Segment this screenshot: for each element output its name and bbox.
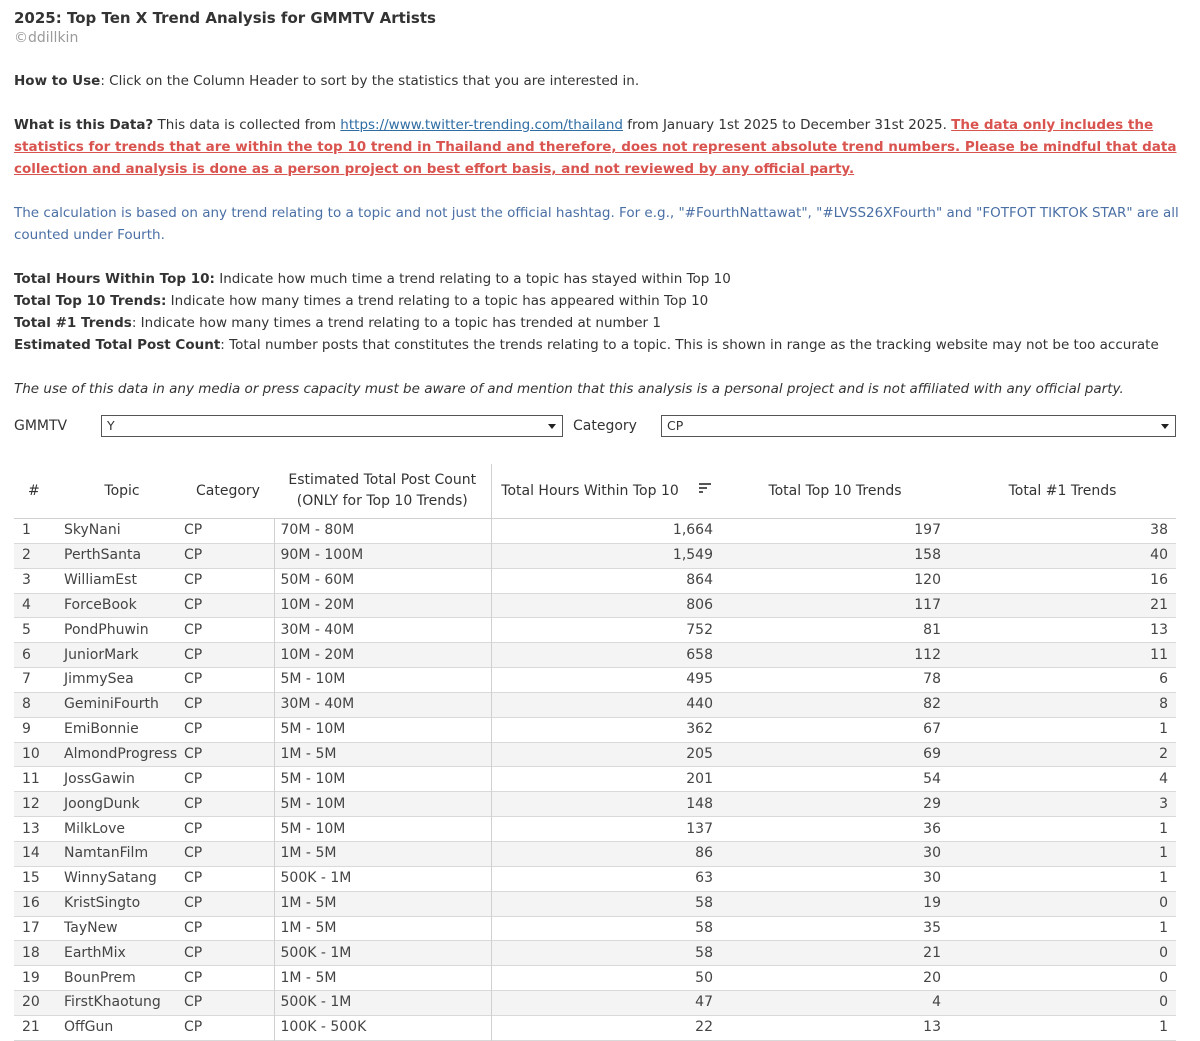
data-warning: The data only includes the statistics for trends that are within the top 10 trend in Thailand and therefore, does not represent absolute trend numbers. Please be mindful that data collection and analysis is done as a person project on best effort basis, and not reviewed by any official party.	[14, 117, 1177, 177]
row-number1-trends: 4	[1159, 770, 1168, 787]
row-post-count: 30M - 40M	[274, 692, 491, 717]
row-index: 16	[14, 891, 62, 916]
definition-label: Total #1 Trends	[14, 315, 132, 331]
what-is-data-label: What is this Data?	[14, 117, 154, 133]
row-top10-trends: 13	[923, 1019, 941, 1036]
row-number1-trends: 3	[949, 792, 1176, 817]
row-post-count: 90M - 100M	[274, 543, 491, 568]
row-hours: 205	[491, 742, 721, 767]
row-topic: TayNew	[64, 919, 118, 936]
table-row	[14, 817, 1176, 842]
row-category: CP	[184, 870, 203, 887]
row-index: 15	[22, 870, 40, 887]
table-row	[14, 692, 1176, 717]
table-row	[14, 568, 1176, 593]
table-row	[14, 543, 1176, 568]
row-index: 19	[22, 969, 40, 986]
row-hours: 63	[491, 866, 721, 891]
column-header-index[interactable]: #	[28, 483, 40, 499]
row-post-count: 5M - 10M	[274, 717, 491, 742]
what-is-data-text: This data is collected from	[153, 117, 341, 133]
row-topic: WilliamEst	[64, 572, 137, 589]
row-topic: KristSingto	[62, 891, 182, 916]
row-hours: 440	[491, 692, 721, 717]
row-hours: 752	[491, 618, 721, 643]
source-link[interactable]: https://www.twitter-trending.com/thailand	[340, 117, 623, 133]
row-top10-trends: 78	[923, 671, 941, 688]
row-number1-trends: 11	[949, 643, 1176, 668]
row-hours: 1,664	[491, 519, 721, 544]
table-row	[14, 966, 1176, 991]
row-hours: 658	[491, 643, 721, 668]
column-header-post-count[interactable]	[274, 464, 491, 519]
row-topic: ForceBook	[62, 593, 182, 618]
row-index: 1	[22, 522, 31, 539]
row-index: 7	[22, 671, 31, 688]
row-index: 14	[14, 841, 62, 866]
post-count-header-line2: (ONLY for Top 10 Trends)	[296, 493, 468, 509]
row-hours: 148	[491, 792, 721, 817]
chevron-down-icon	[548, 424, 556, 429]
row-post-count: 500K - 1M	[274, 866, 491, 891]
row-post-count: 5M - 10M	[274, 792, 491, 817]
author-credit: ©ddillkin	[14, 30, 79, 46]
definition-text: : Total number posts that constitutes the trends relating to a topic. This is shown in range as the tracking website may not be too accurate	[220, 337, 1159, 353]
trend-table	[14, 464, 1176, 1041]
row-category: CP	[184, 919, 203, 936]
filter-bar	[14, 414, 1186, 438]
row-hours: 22	[491, 1015, 721, 1040]
row-topic: PerthSanta	[62, 543, 182, 568]
definition-posts	[14, 334, 1186, 356]
column-header-number1-trends[interactable]: Total #1 Trends	[1008, 483, 1117, 499]
row-top10-trends: 54	[923, 770, 941, 787]
gmmtv-filter-dropdown[interactable]	[101, 415, 563, 437]
calculation-note: The calculation is based on any trend relating to a topic and not just the official hashtag. For e.g., "#FourthNattawat", "#LVSS26XFourth" and "FOTFOT TIKTOK STAR" are all counted under Fourth.	[14, 205, 1179, 243]
row-number1-trends: 8	[949, 692, 1176, 717]
row-number1-trends: 0	[949, 991, 1176, 1016]
table-row	[14, 668, 1176, 693]
column-header-top10-trends[interactable]: Total Top 10 Trends	[768, 483, 902, 499]
definition-text: : Indicate how many times a trend relating to a topic has trended at number 1	[131, 315, 661, 331]
row-top10-trends: 30	[721, 841, 949, 866]
row-category: CP	[182, 792, 274, 817]
row-top10-trends: 30	[923, 870, 941, 887]
row-post-count: 5M - 10M	[274, 767, 491, 792]
row-hours: 50	[491, 966, 721, 991]
table-row	[14, 866, 1176, 891]
row-category: CP	[184, 820, 203, 837]
row-hours: 58	[491, 916, 721, 941]
row-hours: 58	[491, 891, 721, 916]
row-category: CP	[184, 770, 203, 787]
row-category: CP	[184, 621, 203, 638]
table-row	[14, 643, 1176, 668]
row-hours: 864	[491, 568, 721, 593]
sort-descending-icon[interactable]	[699, 483, 711, 495]
table-row	[14, 593, 1176, 618]
row-number1-trends: 21	[949, 593, 1176, 618]
table-row	[14, 841, 1176, 866]
row-number1-trends: 1	[1159, 870, 1168, 887]
row-category: CP	[182, 593, 274, 618]
column-header-topic[interactable]: Topic	[104, 483, 140, 499]
row-topic: OffGun	[64, 1019, 114, 1036]
row-hours: 201	[491, 767, 721, 792]
row-number1-trends: 6	[1159, 671, 1168, 688]
table-row	[14, 991, 1176, 1016]
row-topic: MilkLove	[64, 820, 125, 837]
row-topic: JossGawin	[64, 770, 135, 787]
row-index: 8	[14, 692, 62, 717]
row-category: CP	[182, 543, 274, 568]
row-index: 18	[14, 941, 62, 966]
table-header-row	[14, 464, 1176, 519]
row-post-count: 5M - 10M	[274, 668, 491, 693]
row-number1-trends: 38	[1150, 522, 1168, 539]
definition-label: Estimated Total Post Count	[14, 337, 221, 353]
row-index: 6	[14, 643, 62, 668]
row-number1-trends: 1	[1159, 721, 1168, 738]
table-row	[14, 618, 1176, 643]
date-range-text: from January 1st 2025 to December 31st 2025.	[622, 117, 952, 133]
column-header-category[interactable]: Category	[196, 483, 260, 499]
row-top10-trends: 36	[923, 820, 941, 837]
row-hours: 58	[491, 941, 721, 966]
row-category: CP	[184, 969, 203, 986]
table-row	[14, 941, 1176, 966]
row-topic: NamtanFilm	[62, 841, 182, 866]
row-topic: AlmondProgress	[62, 742, 182, 767]
row-hours: 86	[491, 841, 721, 866]
row-category: CP	[184, 721, 203, 738]
table-row	[14, 717, 1176, 742]
row-category: CP	[182, 891, 274, 916]
row-topic: GeminiFourth	[62, 692, 182, 717]
row-topic: WinnySatang	[64, 870, 157, 887]
row-index: 5	[22, 621, 31, 638]
row-category: CP	[182, 841, 274, 866]
page-title: 2025: Top Ten X Trend Analysis for GMMTV Artists	[14, 9, 436, 27]
table-row	[14, 519, 1176, 544]
row-top10-trends: 29	[721, 792, 949, 817]
row-hours: 47	[491, 991, 721, 1016]
row-number1-trends: 0	[1159, 969, 1168, 986]
row-hours: 362	[491, 717, 721, 742]
row-top10-trends: 120	[914, 572, 941, 589]
hours-header-label: Total Hours Within Top 10	[501, 483, 679, 499]
row-category: CP	[182, 991, 274, 1016]
table-row	[14, 891, 1176, 916]
row-number1-trends: 2	[949, 742, 1176, 767]
row-number1-trends: 0	[949, 941, 1176, 966]
row-top10-trends: 81	[923, 621, 941, 638]
row-post-count: 1M - 5M	[274, 916, 491, 941]
category-filter-value: CP	[667, 418, 684, 433]
row-top10-trends: 4	[721, 991, 949, 1016]
row-post-count: 30M - 40M	[274, 618, 491, 643]
row-post-count: 500K - 1M	[274, 991, 491, 1016]
row-top10-trends: 112	[721, 643, 949, 668]
row-hours: 495	[491, 668, 721, 693]
row-number1-trends: 1	[1159, 919, 1168, 936]
definition-trends	[14, 290, 1186, 312]
table-row	[14, 767, 1176, 792]
row-post-count: 1M - 5M	[274, 742, 491, 767]
row-index: 9	[22, 721, 31, 738]
row-post-count: 70M - 80M	[274, 519, 491, 544]
definition-text: Indicate how many times a trend relating to a topic has appeared within Top 10	[166, 293, 709, 309]
post-count-header-line1: Estimated Total Post Count	[288, 472, 477, 488]
row-topic: JoongDunk	[62, 792, 182, 817]
definition-label: Total Top 10 Trends:	[14, 293, 167, 309]
table-row	[14, 792, 1176, 817]
row-post-count: 10M - 20M	[274, 593, 491, 618]
table-body	[14, 519, 1176, 1041]
row-post-count: 1M - 5M	[274, 891, 491, 916]
row-index: 2	[14, 543, 62, 568]
row-category: CP	[182, 692, 274, 717]
row-number1-trends: 0	[949, 891, 1176, 916]
row-top10-trends: 67	[923, 721, 941, 738]
row-top10-trends: 82	[721, 692, 949, 717]
how-to-use-label: How to Use	[14, 73, 101, 89]
table-row	[14, 916, 1176, 941]
row-post-count: 50M - 60M	[274, 568, 491, 593]
row-post-count: 500K - 1M	[274, 941, 491, 966]
row-number1-trends: 16	[1150, 572, 1168, 589]
row-index: 12	[14, 792, 62, 817]
row-top10-trends: 197	[914, 522, 941, 539]
disclaimer: The use of this data in any media or press capacity must be aware of and mention that this analysis is a personal project and is not affiliated with any official party.	[14, 381, 1124, 397]
row-category: CP	[184, 522, 203, 539]
definition-hours	[14, 268, 1186, 290]
row-hours: 1,549	[491, 543, 721, 568]
row-number1-trends: 1	[1159, 1019, 1168, 1036]
chevron-down-icon	[1161, 424, 1169, 429]
row-top10-trends: 158	[721, 543, 949, 568]
row-topic: EarthMix	[62, 941, 182, 966]
row-index: 13	[22, 820, 40, 837]
how-to-use	[14, 70, 1186, 92]
category-filter-label: Category	[573, 418, 637, 434]
column-header-hours[interactable]	[491, 464, 721, 519]
row-topic: EmiBonnie	[64, 721, 139, 738]
row-index: 20	[14, 991, 62, 1016]
row-number1-trends: 1	[1159, 820, 1168, 837]
row-number1-trends: 13	[1150, 621, 1168, 638]
row-topic: PondPhuwin	[64, 621, 149, 638]
row-topic: SkyNani	[64, 522, 121, 539]
row-top10-trends: 117	[721, 593, 949, 618]
table-row	[14, 1015, 1176, 1040]
row-topic: JuniorMark	[62, 643, 182, 668]
row-top10-trends: 69	[721, 742, 949, 767]
row-top10-trends: 19	[721, 891, 949, 916]
row-index: 21	[22, 1019, 40, 1036]
definition-label: Total Hours Within Top 10:	[14, 271, 215, 287]
table-row	[14, 742, 1176, 767]
row-top10-trends: 20	[923, 969, 941, 986]
row-category: CP	[184, 572, 203, 589]
category-filter-dropdown[interactable]	[661, 415, 1176, 437]
definition-number1	[14, 312, 1186, 334]
row-index: 3	[22, 572, 31, 589]
row-hours: 806	[491, 593, 721, 618]
row-number1-trends: 1	[949, 841, 1176, 866]
gmmtv-filter-label: GMMTV	[14, 418, 68, 434]
row-post-count: 5M - 10M	[274, 817, 491, 842]
what-is-data	[14, 114, 1186, 180]
row-post-count: 1M - 5M	[274, 841, 491, 866]
row-post-count: 10M - 20M	[274, 643, 491, 668]
how-to-use-text: : Click on the Column Header to sort by the statistics that you are interested in.	[100, 73, 640, 89]
row-post-count: 100K - 500K	[274, 1015, 491, 1040]
row-topic: JimmySea	[64, 671, 134, 688]
row-post-count: 1M - 5M	[274, 966, 491, 991]
row-topic: FirstKhaotung	[62, 991, 182, 1016]
row-number1-trends: 40	[949, 543, 1176, 568]
row-index: 10	[14, 742, 62, 767]
row-hours: 137	[491, 817, 721, 842]
row-index: 11	[22, 770, 40, 787]
row-category: CP	[184, 671, 203, 688]
row-index: 17	[22, 919, 40, 936]
definition-text: Indicate how much time a trend relating to a topic has stayed within Top 10	[214, 271, 731, 287]
row-top10-trends: 35	[923, 919, 941, 936]
row-category: CP	[182, 941, 274, 966]
row-category: CP	[182, 643, 274, 668]
gmmtv-filter-value: Y	[107, 418, 115, 433]
row-topic: BounPrem	[64, 969, 136, 986]
row-category: CP	[182, 742, 274, 767]
row-category: CP	[184, 1019, 203, 1036]
row-top10-trends: 21	[721, 941, 949, 966]
row-index: 4	[14, 593, 62, 618]
